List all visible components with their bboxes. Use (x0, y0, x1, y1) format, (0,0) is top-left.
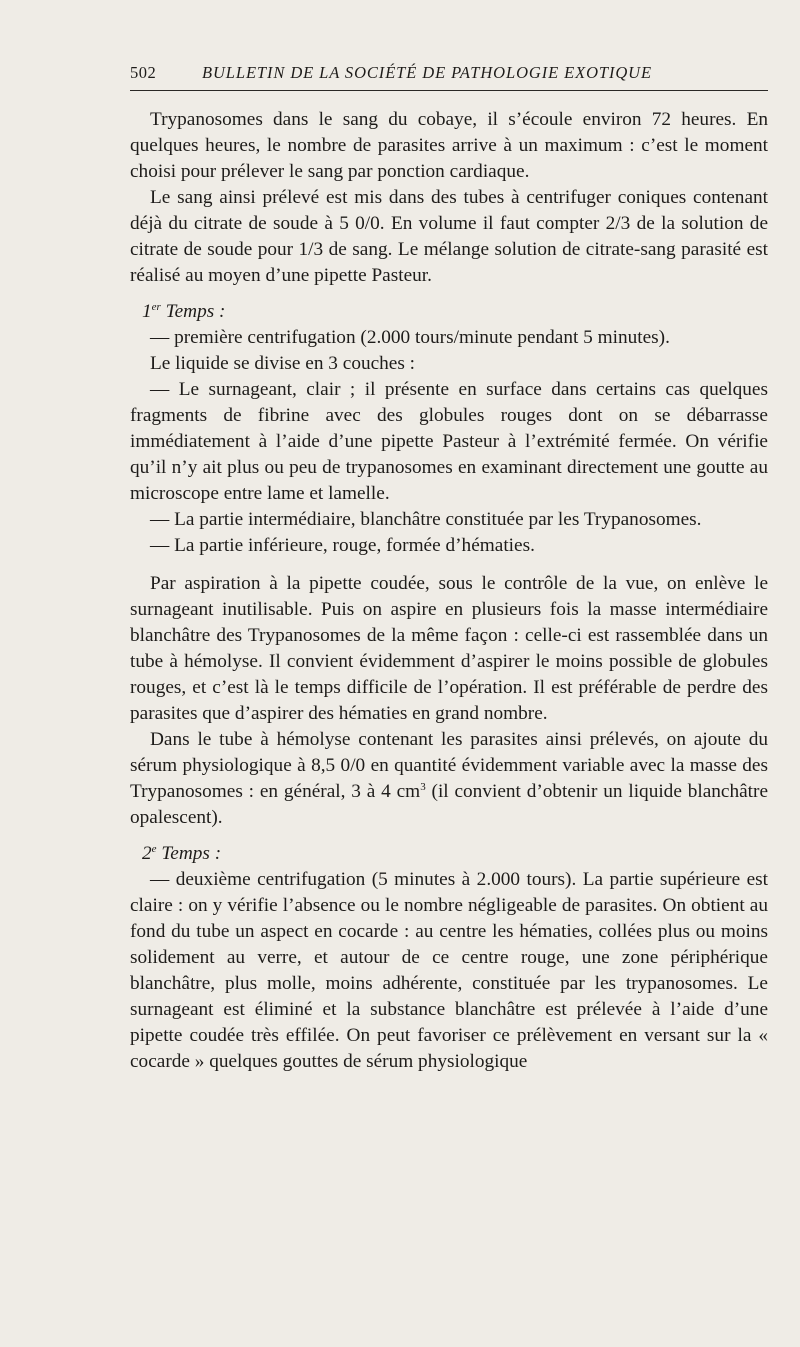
paragraph-9 (130, 727, 768, 831)
paragraph-3: — première centrifugation (2.000 tours/minute pendant 5 minutes). (150, 327, 670, 348)
paragraph-2: Le sang ainsi prélevé est mis dans des tubes à centrifuger coniques contenant déjà du citrate de soude à 5 0/0. En volume il faut compter 2/3 de la solution de citrate de soude pour 1/3 de sang. Le mélange solution de citrate-sang parasité est réalisé au moyen d’une pipette Pasteur. (130, 187, 768, 286)
step-1-number: 1 (142, 301, 152, 322)
paragraph-8: Par aspiration à la pipette coudée, sous le contrôle de la vue, on enlève le surnageant inutilisable. Puis on aspire en plusieurs fois la masse intermédiaire blanchâtre des Trypanosomes de la même façon : celle-ci est rassemblée dans un tube à hémolyse. Il convient évidemment d’aspirer le moins possible de globules rouges, et c’est là le temps difficile de l’opération. Il est préférable de perdre des parasites que d’aspirer des hématies en grand nombre. (130, 573, 768, 724)
paragraph-5: — Le surnageant, clair ; il présente en surface dans certains cas quelques fragments de fibrine avec des globules rouges dont on se débarrasse immédiatement à l’aide d’une pipette Pasteur à l’extrémité fermée. On vérifie qu’il n’y ait plus ou peu de trypanosomes en examinant directement une goutte au microscope entre lame et lamelle. (130, 379, 768, 504)
paragraph-6: — La partie intermédiaire, blanchâtre constituée par les Trypanosomes. (150, 509, 702, 530)
step-2-label: Temps : (161, 843, 222, 864)
step-1-superscript: er (151, 301, 161, 313)
paragraph-4: Le liquide se divise en 3 couches : (150, 353, 416, 374)
step-2-superscript: e (151, 843, 157, 855)
paragraph-9-text: Dans le tube à hémolyse contenant les parasites ainsi prélevés, on ajoute du sérum physiologique à 8,5 0/0 en quantité évidemment variable avec la masse des Trypanosomes : en général, 3 à 4 cm (130, 729, 768, 802)
paragraph-9-end: (il convient d’obtenir un liquide blanchâtre opalescent). (130, 781, 769, 828)
paragraph-7: — La partie inférieure, rouge, formée d’hématies. (150, 535, 535, 556)
paragraph-1: Trypanosomes dans le sang du cobaye, il s’écoule environ 72 heures. En quelques heures, le nombre de parasites arrive à un maximum : c’est le moment choisi pour prélever le sang par ponction cardiaque. (130, 109, 768, 182)
step-1-label: Temps : (165, 301, 226, 322)
paragraph-10: — deuxième centrifugation (5 minutes à 2.000 tours). La partie supérieure est claire : on y vérifie l’absence ou le nombre négligeable de parasites. On obtient au fond du tube un aspect en cocarde : au centre les hématies, collées plus ou moins solidement au verre, et autour de ce centre rouge, une zone périphérique blanchâtre, plus molle, moins adhérente, constituée par les trypanosomes. Le surnageant est éliminé et la substance blanchâtre est prélevée à l’aide d’une pipette coudée très effilée. On peut favoriser ce prélèvement en versant sur la « cocarde » quelques gouttes de sérum physiologique (130, 869, 768, 1072)
body-text (130, 107, 768, 1075)
step-2-heading (130, 841, 768, 867)
journal-title: BULLETIN DE LA SOCIÉTÉ DE PATHOLOGIE EXOTIQUE (202, 63, 652, 82)
running-header (130, 62, 768, 91)
cubed-superscript: 3 (420, 781, 426, 793)
step-2-number: 2 (142, 843, 152, 864)
page-number: 502 (130, 63, 157, 82)
step-1-heading (130, 299, 768, 325)
